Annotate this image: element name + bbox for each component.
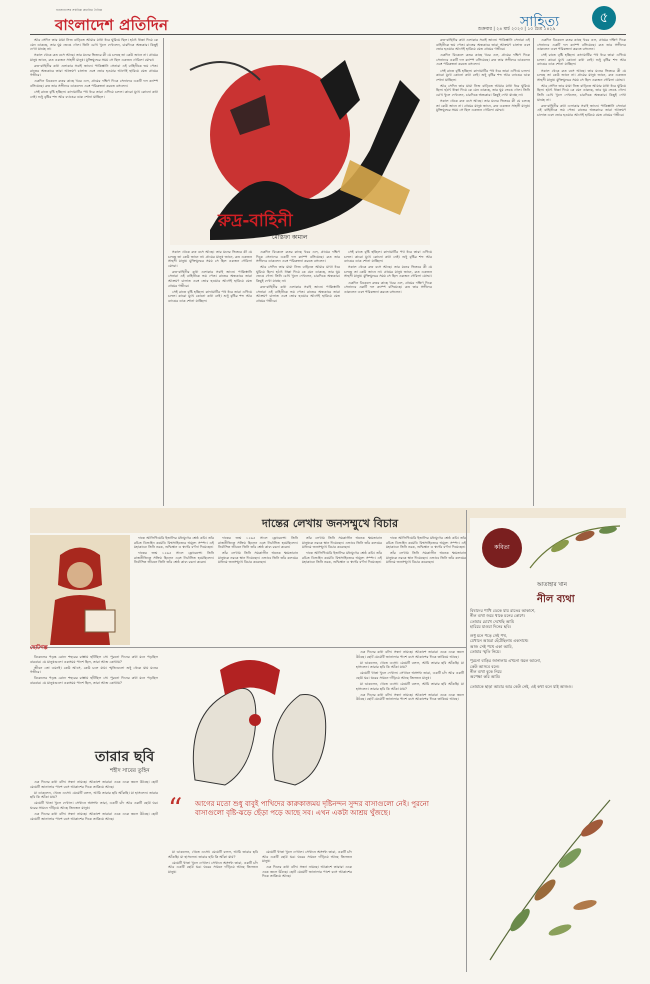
lead-story-column-3 <box>256 250 340 503</box>
paragraph: রুদ্র-বাহিনীর কথা এলাকার সবাই জানে। পাকিস্তানি সেনারা এই বাহিনীকে ভয় পেত। রাতের অন্ধকারে তারা আক্রমণ চালাত এবং ভোর হওয়ার আগেই হারিয়ে যেত গ্রামের গভীরে। <box>436 38 530 52</box>
poem-line: হারিয়ে যাওয়া দিনের ছবি। <box>470 623 511 629</box>
poem-line: তোমাকে ছাড়া আমার আর কেউ নেই, এই কথা বলে যাই আজও। <box>470 683 573 689</box>
poem-line: বিষাদের পাখি ডেকে যায় রাতের আকাশে, <box>470 608 536 613</box>
paragraph: এক দিনের কথা বলি। সন্ধ্যা নামছে। আকাশে তারারা একে একে জ্বলে উঠছে। ছোট মেয়েটি জানালার পাশে বসে আকাশের দিকে তাকিয়ে আছে। <box>356 692 464 702</box>
header-divider <box>30 34 626 35</box>
poem-line: তোমার চোখে দেখেছি আমি <box>470 618 514 624</box>
dante-portrait-art <box>30 535 130 645</box>
quote-mark-icon: “ <box>168 792 183 825</box>
paragraph: দান্তে আলিগিয়েরি ইতালির মধ্যযুগের শ্রেষ্ঠ কবি। তাঁর রচিত ডিভাইন কমেডি বিশ্বসাহিত্যের অমূল্য সম্পদ। এই মহাকাব্যে তিনি নরক, শুদ্ধিস্থান ও স্বর্গের বর্ণনা দিয়েছেন। <box>134 536 214 550</box>
paragraph: একদিন বিকেলে রুদ্রর কাছে খবর এল, গ্রামের দক্ষিণ দিকে সেনাদের একটি দল ক্যাম্প বসিয়েছে। রুদ্র তার সঙ্গীদের ডাকলেন এবং পরিকল্পনা করতে বসলেন। <box>436 53 530 67</box>
poem-line: অপেক্ষা করি আমি। <box>470 674 501 680</box>
paragraph: এক দিনের কথা বলি। সন্ধ্যা নামছে। আকাশে তারারা একে একে জ্বলে উঠছে। ছোট মেয়েটি জানালার পাশে বসে আকাশের দিকে তাকিয়ে আছে। <box>262 865 352 879</box>
lead-headline: রুদ্র-বাহিনী <box>218 211 293 231</box>
paragraph: মা ডাকলেন, খেতে এসো। মেয়েটি বলল, আমি তারার ছবি আঁকছি। মা হাসলেন। তারার ছবি কি আঁকা যায়? <box>168 850 258 859</box>
poem-line: কেউ আসবে বলে। <box>470 663 500 669</box>
paragraph: এক দিনের কথা বলি। সন্ধ্যা নামছে। আকাশে তারারা একে একে জ্বলে উঠছে। ছোট মেয়েটি জানালার পাশে বসে আকাশের দিকে তাকিয়ে আছে। <box>356 650 464 659</box>
faces-art <box>165 650 340 790</box>
paragraph: তাঁর লেখায় তিনি সমকালীন অনেক ক্ষমতাবান মানুষকে নরকে স্থান দিয়েছেন। এভাবে তিনি তাঁর কলমের মাধ্যমে জনসম্মুখে বিচার করেছেন। <box>302 536 382 550</box>
paragraph: এক দিনের কথা বলি। সন্ধ্যা নামছে। আকাশে তারারা একে একে জ্বলে উঠছে। ছোট মেয়েটি জানালার পাশে বসে আকাশের দিকে তাকিয়ে আছে। <box>30 780 158 789</box>
paragraph: একদিন বিকেলে রুদ্রর কাছে খবর এল, গ্রামের দক্ষিণ দিকে সেনাদের একটি দল ক্যাম্প বসিয়েছে। রুদ্র তার সঙ্গীদের ডাকলেন এবং পরিকল্পনা করতে বসলেন। <box>344 280 432 294</box>
lead-story-column-1 <box>30 38 158 503</box>
dante-portrait <box>30 535 130 645</box>
paragraph: সেই রাতে বৃষ্টি হচ্ছিল। কাদামাটির পথ ধরে তারা এগিয়ে চলল। কারো মুখে কোনো কথা নেই। শুধু বৃষ্টির শব্দ আর ব্যাঙের ডাক শোনা যাচ্ছিল। <box>30 89 158 99</box>
paragraph: সকাল থেকে রুদ্র বসে আছে। তার মনের ভিতরে কী যে চলছে তা কেউ জানে না। গ্রামের মানুষ জানে, রুদ্র একজন সাহসী মানুষ। মুক্তিযুদ্ধের সময় সে ছিল একজন গেরিলা যোদ্ধা। <box>168 250 252 268</box>
paragraph: দান্তে আলিগিয়েরি ইতালির মধ্যযুগের শ্রেষ্ঠ কবি। তাঁর রচিত ডিভাইন কমেডি বিশ্বসাহিত্যের অমূল্য সম্পদ। এই মহাকাব্যে তিনি নরক, শুদ্ধিস্থান ও স্বর্গের বর্ণনা দিয়েছেন। <box>302 551 382 565</box>
paragraph: এক দিনের কথা বলি। সন্ধ্যা নামছে। আকাশে তারারা একে একে জ্বলে উঠছে। ছোট মেয়েটি জানালার পাশে বসে আকাশের দিকে তাকিয়ে আছে। <box>30 812 158 821</box>
paragraph: সকাল থেকে রুদ্র বসে আছে। তার মনের ভিতরে কী যে চলছে তা কেউ জানে না। গ্রামের মানুষ জানে, রুদ্র একজন সাহসী মানুষ। মুক্তিযুদ্ধের সময় সে ছিল একজন গেরিলা যোদ্ধা। <box>436 99 530 113</box>
section-divider <box>30 647 466 648</box>
paragraph: মেয়েটি খাতা খুলে দেখাল। সেখানে অসংখ্য তারা, একটি চাঁদ আর একটি ছোট্ট ঘর। ঘরের সামনে দাঁড়িয়ে আছে তিনজন মানুষ। <box>356 671 464 680</box>
poem-line: নীল ব্যথা বুকে নিয়ে <box>470 668 502 674</box>
tarar-illustration <box>165 650 340 790</box>
poem-body <box>470 608 626 689</box>
dante-column-2 <box>218 536 298 644</box>
paragraph: সেই রাতে বৃষ্টি হচ্ছিল। কাদামাটির পথ ধরে তারা এগিয়ে চলল। কারো মুখে কোনো কথা নেই। শুধু বৃষ্টির শব্দ আর ব্যাঙের ডাক শোনা যাচ্ছিল। <box>436 68 530 82</box>
lead-story-column-2 <box>168 250 252 503</box>
paragraph: আর সেদিন তার মামা নিজ বাড়িতে আমার মাথা ধরে ঘুমিয়ে ছিল। হঠাৎ ধাক্কা দিয়ে কে যেন ডাকছে, তার ঘুম ভেঙে গেল। তিনি চোখ খুলে দেখলেন, চারদিকে অন্ধকার। কিছুই দেখা যাচ্ছে না। <box>436 83 530 98</box>
paragraph: মা ডাকলেন, খেতে এসো। মেয়েটি বলল, আমি তারার ছবি আঁকছি। মা হাসলেন। তারার ছবি কি আঁকা যায়? <box>356 682 464 691</box>
paragraph: মেয়েটি খাতা খুলে দেখাল। সেখানে অসংখ্য তারা, একটি চাঁদ আর একটি ছোট্ট ঘর। ঘরের সামনে দাঁড়িয়ে আছে তিনজন মানুষ। <box>262 850 352 864</box>
paragraph: তাঁর লেখায় তিনি সমকালীন অনেক ক্ষমতাবান মানুষকে নরকে স্থান দিয়েছেন। এভাবে তিনি তাঁর কলমের মাধ্যমে জনসম্মুখে বিচার করেছেন। <box>386 551 466 565</box>
dante-headline: দান্তের লেখায় জনসম্মুখে বিচার <box>262 517 398 530</box>
masthead-tagline: বাংলাদেশের সর্বাধিক প্রচারিত দৈনিক <box>56 8 103 12</box>
lead-illustration <box>170 40 430 245</box>
paragraph: সেই রাতে বৃষ্টি হচ্ছিল। কাদামাটির পথ ধরে তারা এগিয়ে চলল। কারো মুখে কোনো কথা নেই। শুধু বৃষ্টির শব্দ আর ব্যাঙের ডাক শোনা যাচ্ছিল। <box>344 250 432 264</box>
lead-story-column-4 <box>436 38 530 503</box>
paragraph: তাঁর লেখায় তিনি সমকালীন অনেক ক্ষমতাবান মানুষকে নরকে স্থান দিয়েছেন। এভাবে তিনি তাঁর কলমের মাধ্যমে জনসম্মুখে বিচার করেছেন। <box>218 551 298 565</box>
dateline: শুক্রবার | ২৪ মার্চ ২০২৩ | ১০ চৈত্র ১৪২৯ <box>478 27 556 32</box>
paragraph: একদিন বিকেলে রুদ্রর কাছে খবর এল, গ্রামের দক্ষিণ দিকে সেনাদের একটি দল ক্যাম্প বসিয়েছে। রুদ্র তার সঙ্গীদের ডাকলেন এবং পরিকল্পনা করতে বসলেন। <box>537 38 626 52</box>
side-story-column <box>30 655 158 745</box>
paragraph: সকাল থেকে রুদ্র বসে আছে। তার মনের ভিতরে কী যে চলছে তা কেউ জানে না। গ্রামের মানুষ জানে, রুদ্র একজন সাহসী মানুষ। মুক্তিযুদ্ধের সময় সে ছিল একজন গেরিলা যোদ্ধা। <box>30 53 158 62</box>
paragraph: আর সেদিন তার মামা নিজ বাড়িতে আমার মাথা ধরে ঘুমিয়ে ছিল। হঠাৎ ধাক্কা দিয়ে কে যেন ডাকছে, তার ঘুম ভেঙে গেল। তিনি চোখ খুলে দেখলেন, চারদিকে অন্ধকার। কিছুই দেখা যাচ্ছে না। <box>537 83 626 102</box>
paragraph: দান্তের জন্ম ১২৬৫ সালে ফ্লোরেন্সে। তিনি রাজনীতিতে সক্রিয় ছিলেন এবং নির্বাসিত হয়েছিলেন। নির্বাসিত জীবনে তিনি তাঁর শ্রেষ্ঠ কাব্য রচনা করেন। <box>134 551 214 565</box>
paragraph: মেয়েটি খাতা খুলে দেখাল। সেখানে অসংখ্য তারা, একটি চাঁদ আর একটি ছোট্ট ঘর। ঘরের সামনে দাঁড়িয়ে আছে তিনজন মানুষ। <box>30 801 158 810</box>
paragraph: মা ডাকলেন, খেতে এসো। মেয়েটি বলল, আমি তারার ছবি আঁকছি। মা হাসলেন। তারার ছবি কি আঁকা যায়? <box>30 790 158 800</box>
paragraph: রুদ্র-বাহিনীর কথা এলাকার সবাই জানে। পাকিস্তানি সেনারা এই বাহিনীকে ভয় পেত। রাতের অন্ধকারে তারা আক্রমণ চালাত এবং ভোর হওয়ার আগেই হারিয়ে যেত গ্রামের গভীরে। <box>256 285 340 303</box>
paragraph: বিকেলের পড়ন্ত রোদে শহরের রাস্তায় হাঁটছিল সে। পুরনো দিনের কথা মনে পড়ছিল বারবার। যে মানুষগুলো একসময় পাশে ছিল, তারা আজ কোথায়? <box>30 676 158 685</box>
paragraph: বিকেলের পড়ন্ত রোদে শহরের রাস্তায় হাঁটছিল সে। পুরনো দিনের কথা মনে পড়ছিল বারবার। যে মানুষগুলো একসময় পাশে ছিল, তারা আজ কোথায়? <box>30 655 158 664</box>
poem-line: আজ সেই পথে একা আমি, <box>470 643 513 649</box>
poem-author: আতাহার খান <box>537 582 567 588</box>
paragraph: একদিন বিকেলে রুদ্রর কাছে খবর এল, গ্রামের দক্ষিণ দিকে সেনাদের একটি দল ক্যাম্প বসিয়েছে। রুদ্র তার সঙ্গীদের ডাকলেন এবং পরিকল্পনা করতে বসলেন। <box>256 250 340 264</box>
paragraph: আর সেদিন তার মামা নিজ বাড়িতে আমার মাথা ধরে ঘুমিয়ে ছিল। হঠাৎ ধাক্কা দিয়ে কে যেন ডাকছে, তার ঘুম ভেঙে গেল। তিনি চোখ খুলে দেখলেন, চারদিকে অন্ধকার। কিছুই দেখা যাচ্ছে না। <box>256 265 340 284</box>
tarar-column-1 <box>30 780 158 970</box>
paragraph: দান্তে আলিগিয়েরি ইতালির মধ্যযুগের শ্রেষ্ঠ কবি। তাঁর রচিত ডিভাইন কমেডি বিশ্বসাহিত্যের অমূল্য সম্পদ। এই মহাকাব্যে তিনি নরক, শুদ্ধিস্থান ও স্বর্গের বর্ণনা দিয়েছেন। <box>386 536 466 550</box>
column-rule <box>466 510 467 972</box>
column-rule <box>533 38 534 506</box>
paragraph: রুদ্র-বাহিনীর কথা এলাকার সবাই জানে। পাকিস্তানি সেনারা এই বাহিনীকে ভয় পেত। রাতের অন্ধকারে তারা আক্রমণ চালাত এবং ভোর হওয়ার আগেই হারিয়ে যেত গ্রামের গভীরে। <box>30 63 158 78</box>
newspaper-logo: বাংলাদেশ প্রতিদিন <box>55 16 169 34</box>
paragraph: রুদ্র-বাহিনীর কথা এলাকার সবাই জানে। পাকিস্তানি সেনারা এই বাহিনীকে ভয় পেত। রাতের অন্ধকারে তারা আক্রমণ চালাত এবং ভোর হওয়ার আগেই হারিয়ে যেত গ্রামের গভীরে। <box>168 269 252 288</box>
paragraph: সকাল থেকে রুদ্র বসে আছে। তার মনের ভিতরে কী যে চলছে তা কেউ জানে না। গ্রামের মানুষ জানে, রুদ্র একজন সাহসী মানুষ। মুক্তিযুদ্ধের সময় সে ছিল একজন গেরিলা যোদ্ধা। <box>537 68 626 82</box>
paragraph: দান্তের জন্ম ১২৬৫ সালে ফ্লোরেন্সে। তিনি রাজনীতিতে সক্রিয় ছিলেন এবং নির্বাসিত হয়েছিলেন। নির্বাসিত জীবনে তিনি তাঁর শ্রেষ্ঠ কাব্য রচনা করেন। <box>218 536 298 550</box>
paragraph: একদিন বিকেলে রুদ্রর কাছে খবর এল, গ্রামের দক্ষিণ দিকে সেনাদের একটি দল ক্যাম্প বসিয়েছে। রুদ্র তার সঙ্গীদের ডাকলেন এবং পরিকল্পনা করতে বসলেন। <box>30 79 158 88</box>
dante-column-1 <box>134 536 214 644</box>
lead-story-column-5 <box>537 38 626 503</box>
poem-line: নীল ব্যথা জমে থাকে মনের কোণে। <box>470 613 526 619</box>
paragraph: জীবন তো এমনই। কেউ আসে, কেউ চলে যায়। স্মৃতিগুলো শুধু থেকে যায় মনের গভীরে। <box>30 665 158 675</box>
paragraph: সকাল থেকে রুদ্র বসে আছে। তার মনের ভিতরে কী যে চলছে তা কেউ জানে না। গ্রামের মানুষ জানে, রুদ্র একজন সাহসী মানুষ। মুক্তিযুদ্ধের সময় সে ছিল একজন গেরিলা যোদ্ধা। <box>344 265 432 279</box>
poem-line: শুধু মনে পড়ে সেই পথ, <box>470 633 508 639</box>
paragraph: মা ডাকলেন, খেতে এসো। মেয়েটি বলল, আমি তারার ছবি আঁকছি। মা হাসলেন। তারার ছবি কি আঁকা যায়? <box>356 660 464 670</box>
section-title: সাহিত্য <box>520 14 560 30</box>
tarar-column-4 <box>356 650 464 970</box>
paragraph: মেয়েটি খাতা খুলে দেখাল। সেখানে অসংখ্য তারা, একটি চাঁদ আর একটি ছোট্ট ঘর। ঘরের সামনে দাঁড়িয়ে আছে তিনজন মানুষ। <box>168 860 258 874</box>
paragraph: রুদ্র-বাহিনীর কথা এলাকার সবাই জানে। পাকিস্তানি সেনারা এই বাহিনীকে ভয় পেত। রাতের অন্ধকারে তারা আক্রমণ চালাত এবং ভোর হওয়ার আগেই হারিয়ে যেত গ্রামের গভীরে। <box>537 103 626 117</box>
paragraph: সেই রাতে বৃষ্টি হচ্ছিল। কাদামাটির পথ ধরে তারা এগিয়ে চলল। কারো মুখে কোনো কথা নেই। শুধু বৃষ্টির শব্দ আর ব্যাঙের ডাক শোনা যাচ্ছিল। <box>537 53 626 67</box>
page-number-badge: ৫ <box>592 6 616 30</box>
poem-line: যেখানে আমরা হেঁটেছিলাম একসাথে। <box>470 638 529 644</box>
poem-title: নীল ব্যথা <box>537 594 575 605</box>
poem-line: তোমার স্মৃতি নিয়ে। <box>470 649 501 655</box>
silhouette-painting <box>170 40 430 245</box>
paragraph: সেই রাতে বৃষ্টি হচ্ছিল। কাদামাটির পথ ধরে তারা এগিয়ে চলল। কারো মুখে কোনো কথা নেই। শুধু বৃষ্টির শব্দ আর ব্যাঙের ডাক শোনা যাচ্ছিল। <box>168 289 252 303</box>
side-story-label: ছোটগল্প <box>30 645 48 651</box>
tarar-headline: তারার ছবি <box>95 749 155 765</box>
lead-byline: মোস্তফা কামাল <box>272 234 308 241</box>
tarar-byline: শহীদ সাবের তুহিন <box>110 768 150 774</box>
tarar-column-2 <box>168 850 258 970</box>
poem-leaf-illustration <box>470 780 626 970</box>
column-rule <box>163 38 164 506</box>
paragraph: আর সেদিন তার মামা নিজ বাড়িতে আমার মাথা ধরে ঘুমিয়ে ছিল। হঠাৎ ধাক্কা দিয়ে কে যেন ডাকছে, তার ঘুম ভেঙে গেল। তিনি চোখ খুলে দেখলেন, চারদিকে অন্ধকার। কিছুই দেখা যাচ্ছে না। <box>30 38 158 52</box>
dante-column-4 <box>386 536 466 644</box>
poem-line: পুরনো বাড়ির জানালায় এখনো জ্বলে আলো, <box>470 658 542 664</box>
tarar-column-3 <box>262 850 352 970</box>
poem-section-label: কবিতা <box>482 528 522 568</box>
lead-story-column-3b <box>344 250 432 503</box>
pull-quote: আগের মতো শুধু বাবুই পাখিদের কারুকাজময় দৃষ্টিনন্দন সুন্দর বাসাগুলো নেই। পুরনো বাসাগুলো বৃষ্টি-ঝড়ে ছেঁড়া পড়ে আছে সব। এখন একটা আশ্রয় খুঁজছে। <box>195 800 429 818</box>
dante-column-3 <box>302 536 382 644</box>
leaves-art <box>470 780 626 970</box>
